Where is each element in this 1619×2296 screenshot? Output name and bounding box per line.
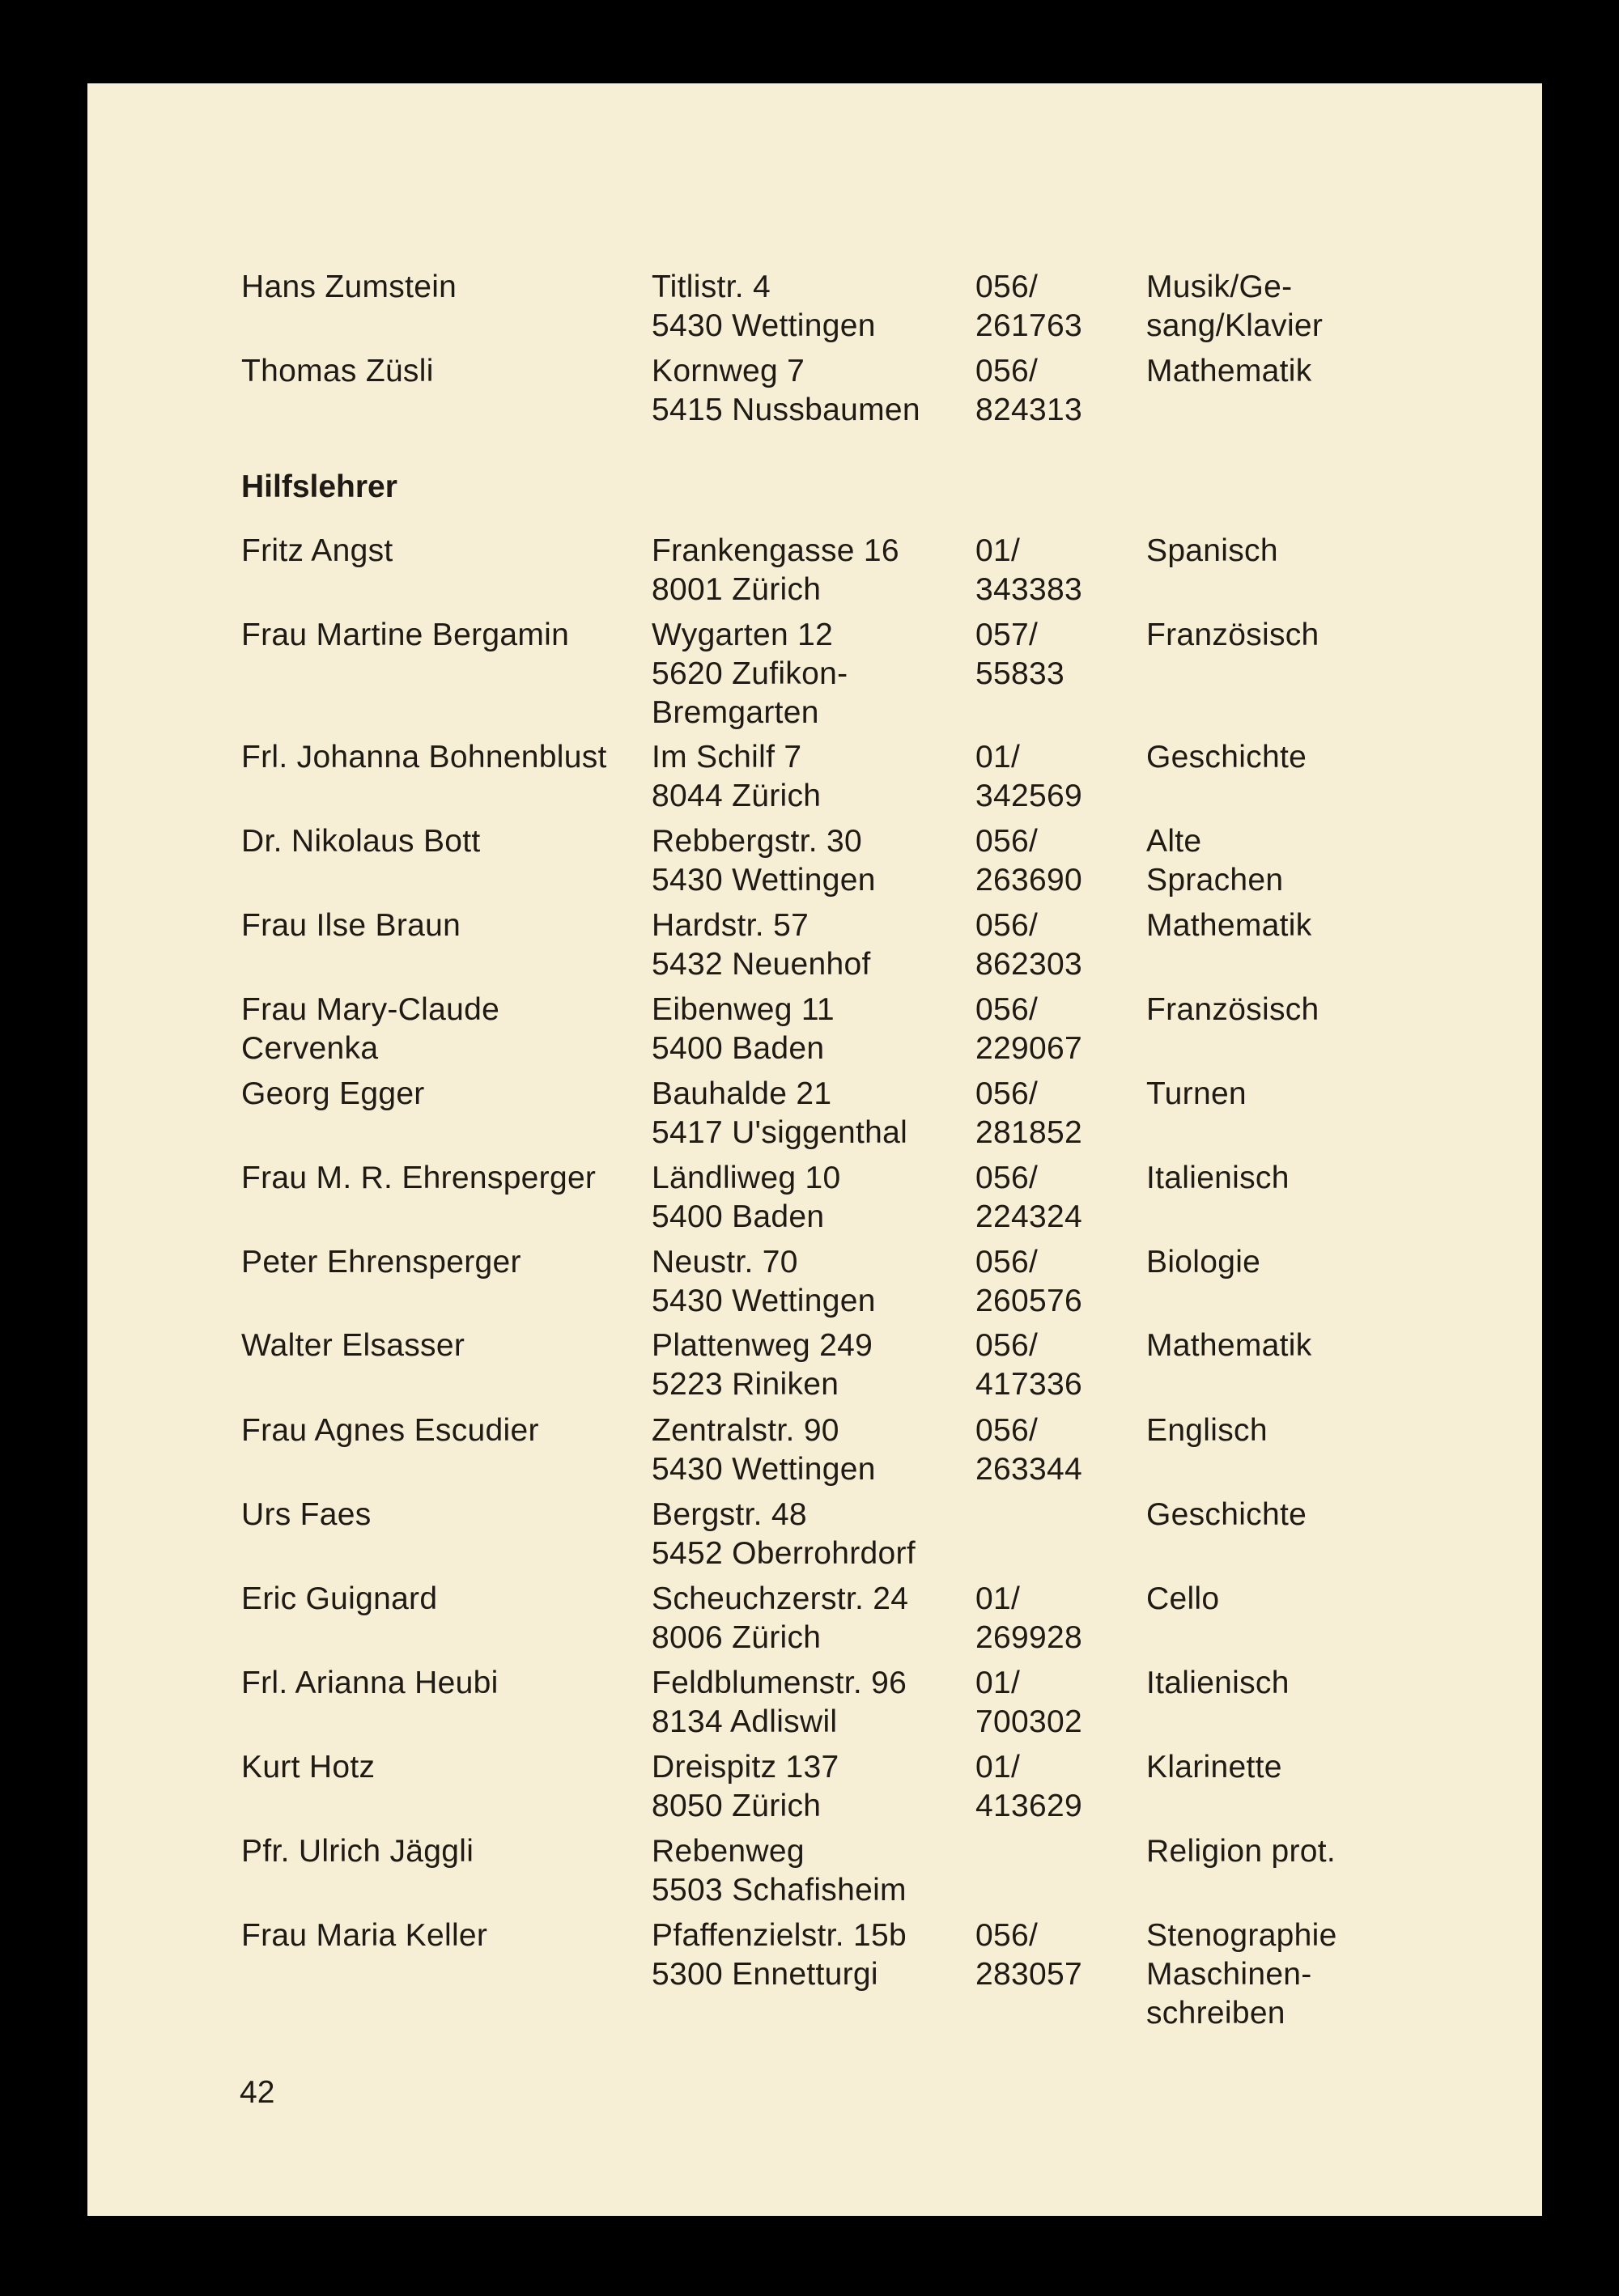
- entry-name: [241, 991, 646, 1068]
- entry-phone-line: 056/: [975, 824, 1039, 859]
- entry-phone-line: 056/: [975, 1076, 1039, 1111]
- entry-name-line: Urs Faes: [241, 1497, 372, 1532]
- entry-phone-line: 55833: [975, 656, 1064, 691]
- entry-phone-line: 862303: [975, 947, 1082, 982]
- entry-phone: [975, 1243, 1154, 1321]
- entry-phone-line: 056/: [975, 992, 1039, 1027]
- entry-phone-line: 01/: [975, 1581, 1021, 1616]
- entry-name: [241, 1664, 646, 1703]
- entry-subject-line: Maschinen-: [1146, 1957, 1312, 1992]
- entry-subject: [1146, 1326, 1535, 1365]
- entry-subject-line: Cello: [1146, 1581, 1220, 1616]
- entry-name-line: Frau Agnes Escudier: [241, 1413, 539, 1448]
- entry-address: [652, 532, 975, 609]
- entry-phone-line: 269928: [975, 1620, 1082, 1655]
- entry-subject-line: Biologie: [1146, 1245, 1261, 1280]
- entry-subject: [1146, 532, 1535, 571]
- entry-phone: [975, 1075, 1154, 1152]
- entry-name: [241, 1159, 646, 1198]
- entry-address-line: 8044 Zürich: [652, 779, 822, 813]
- entry-name-line: Eric Guignard: [241, 1581, 438, 1616]
- entry-address-line: 5452 Oberrohrdorf: [652, 1536, 916, 1571]
- entry-address-line: 5300 Ennetturgi: [652, 1957, 878, 1992]
- entry-address-line: Rebbergstr. 30: [652, 824, 863, 859]
- entry-name-line: Dr. Nikolaus Bott: [241, 824, 481, 859]
- entry-address-line: Ländliweg 10: [652, 1161, 841, 1195]
- entry-subject: [1146, 906, 1535, 945]
- entry-name-line: Kurt Hotz: [241, 1750, 376, 1785]
- entry-address-line: 5620 Zufikon-: [652, 656, 848, 691]
- entry-subject: [1146, 616, 1535, 655]
- entry-subject-line: Alte: [1146, 824, 1202, 859]
- entry-name-line: Thomas Züsli: [241, 354, 434, 388]
- entry-phone: [975, 1748, 1154, 1826]
- entry-address: [652, 906, 975, 984]
- entry-address-line: 5430 Wettingen: [652, 863, 876, 898]
- entry-address-line: 5503 Schafisheim: [652, 1873, 907, 1908]
- entry-address-line: Plattenweg 249: [652, 1328, 873, 1363]
- entry-name-line: Hans Zumstein: [241, 269, 457, 304]
- entry-subject: [1146, 738, 1535, 777]
- entry-address-line: 5415 Nussbaumen: [652, 393, 920, 427]
- entry-phone: [975, 352, 1154, 430]
- entry-address-line: 5400 Baden: [652, 1199, 825, 1234]
- entry-address-line: Kornweg 7: [652, 354, 805, 388]
- page-number: 42: [240, 2075, 275, 2110]
- entry-subject: [1146, 1243, 1535, 1282]
- entry-address-line: Bergstr. 48: [652, 1497, 807, 1532]
- entry-name-line: Walter Elsasser: [241, 1328, 465, 1363]
- entry-phone-line: 057/: [975, 618, 1039, 652]
- entry-phone-line: 01/: [975, 740, 1021, 775]
- entry-address-line: 5430 Wettingen: [652, 308, 876, 343]
- entry-name: [241, 268, 646, 307]
- entry-phone-line: 343383: [975, 572, 1082, 607]
- entry-phone: [975, 906, 1154, 984]
- entry-address-line: 5430 Wettingen: [652, 1284, 876, 1318]
- entry-name: [241, 1411, 646, 1450]
- entry-address-line: Frankengasse 16: [652, 533, 899, 568]
- entry-name: [241, 1580, 646, 1619]
- entry-address: [652, 1411, 975, 1489]
- entry-phone-line: 056/: [975, 1328, 1039, 1363]
- entry-subject-line: sang/Klavier: [1146, 308, 1324, 343]
- entry-address-line: Zentralstr. 90: [652, 1413, 839, 1448]
- entry-address: [652, 1580, 975, 1657]
- entry-name-line: Frau Maria Keller: [241, 1918, 488, 1953]
- entry-phone-line: 260576: [975, 1284, 1082, 1318]
- entry-name-line: Frl. Johanna Bohnenblust: [241, 740, 607, 775]
- entry-name: [241, 1832, 646, 1871]
- entry-name: [241, 822, 646, 861]
- entry-phone-line: 056/: [975, 1161, 1039, 1195]
- entry-address-line: Scheuchzerstr. 24: [652, 1581, 909, 1616]
- entry-address-line: 5400 Baden: [652, 1031, 825, 1066]
- entry-address-line: Bremgarten: [652, 695, 819, 730]
- entry-subject-line: schreiben: [1146, 1996, 1285, 2031]
- entry-name-line: Fritz Angst: [241, 533, 393, 568]
- entry-address: [652, 1664, 975, 1742]
- entry-phone-line: 229067: [975, 1031, 1082, 1066]
- entry-subject-line: Englisch: [1146, 1413, 1268, 1448]
- entry-subject-line: Geschichte: [1146, 1497, 1307, 1532]
- entry-address-line: Bauhalde 21: [652, 1076, 832, 1111]
- entry-phone: [975, 738, 1154, 816]
- entry-phone-line: 224324: [975, 1199, 1082, 1234]
- entry-phone-line: 01/: [975, 1666, 1021, 1700]
- entry-address-line: Pfaffenzielstr. 15b: [652, 1918, 907, 1953]
- entry-address: [652, 1748, 975, 1826]
- entry-phone-line: 413629: [975, 1789, 1082, 1823]
- entry-subject: [1146, 1748, 1535, 1787]
- entry-address: [652, 1075, 975, 1152]
- entry-subject-line: Französisch: [1146, 992, 1319, 1027]
- entry-subject-line: Mathematik: [1146, 908, 1312, 943]
- entry-address-line: Hardstr. 57: [652, 908, 810, 943]
- entry-address-line: Dreispitz 137: [652, 1750, 839, 1785]
- entry-phone-line: 01/: [975, 1750, 1021, 1785]
- entry-subject-line: Mathematik: [1146, 1328, 1312, 1363]
- entry-address-line: Rebenweg: [652, 1834, 805, 1869]
- entry-phone-line: 263344: [975, 1452, 1082, 1487]
- entry-address-line: 5430 Wettingen: [652, 1452, 876, 1487]
- entry-phone-line: 342569: [975, 779, 1082, 813]
- entry-phone: [975, 991, 1154, 1068]
- entry-address: [652, 1832, 975, 1910]
- entry-phone: [975, 1411, 1154, 1489]
- entry-address-line: 5417 U'siggenthal: [652, 1115, 908, 1150]
- entry-address: [652, 738, 975, 816]
- entry-subject: [1146, 822, 1535, 900]
- section-heading: Hilfslehrer: [241, 469, 397, 504]
- entry-subject-line: Mathematik: [1146, 354, 1312, 388]
- entry-name: [241, 352, 646, 391]
- document-page: [87, 83, 1542, 2216]
- entry-address: [652, 822, 975, 900]
- entry-subject-line: Italienisch: [1146, 1666, 1290, 1700]
- entry-subject-line: Turnen: [1146, 1076, 1247, 1111]
- entry-name-line: Frau Ilse Braun: [241, 908, 461, 943]
- entry-subject: [1146, 1411, 1535, 1450]
- entry-address: [652, 1496, 975, 1573]
- entry-name: [241, 906, 646, 945]
- entry-subject-line: Geschichte: [1146, 740, 1307, 775]
- entry-address: [652, 1916, 975, 1994]
- entry-name-line: Peter Ehrensperger: [241, 1245, 521, 1280]
- entry-subject: [1146, 1580, 1535, 1619]
- entry-subject: [1146, 268, 1535, 346]
- entry-address: [652, 1243, 975, 1321]
- entry-name-line: Cervenka: [241, 1031, 379, 1066]
- entry-subject: [1146, 1159, 1535, 1198]
- entry-subject-line: Französisch: [1146, 618, 1319, 652]
- entry-name-line: Georg Egger: [241, 1076, 425, 1111]
- entry-name: [241, 1326, 646, 1365]
- entry-name: [241, 1075, 646, 1114]
- entry-phone: [975, 1916, 1154, 1994]
- entry-subject-line: Sprachen: [1146, 863, 1284, 898]
- entry-name-line: Frau M. R. Ehrensperger: [241, 1161, 597, 1195]
- entry-address-line: Wygarten 12: [652, 618, 834, 652]
- entry-phone-line: 281852: [975, 1115, 1082, 1150]
- entry-phone: [975, 532, 1154, 609]
- entry-address: [652, 616, 975, 732]
- entry-address-line: 8006 Zürich: [652, 1620, 822, 1655]
- entry-address-line: Im Schilf 7: [652, 740, 802, 775]
- entry-address: [652, 352, 975, 430]
- entry-address-line: Neustr. 70: [652, 1245, 798, 1280]
- entry-subject: [1146, 1496, 1535, 1534]
- entry-subject-line: Spanisch: [1146, 533, 1278, 568]
- entry-subject-line: Stenographie: [1146, 1918, 1337, 1953]
- entry-phone-line: 263690: [975, 863, 1082, 898]
- entry-phone: [975, 822, 1154, 900]
- entry-subject-line: Italienisch: [1146, 1161, 1290, 1195]
- entry-subject: [1146, 1075, 1535, 1114]
- entry-name-line: Pfr. Ulrich Jäggli: [241, 1834, 474, 1869]
- entry-phone-line: 700302: [975, 1704, 1082, 1739]
- entry-phone-line: 056/: [975, 354, 1039, 388]
- entry-address-line: 5223 Riniken: [652, 1367, 839, 1402]
- entry-address-line: 5432 Neuenhof: [652, 947, 871, 982]
- entry-address: [652, 991, 975, 1068]
- entry-address-line: 8134 Adliswil: [652, 1704, 838, 1739]
- entry-subject-line: Religion prot.: [1146, 1834, 1336, 1869]
- entry-address: [652, 268, 975, 346]
- entry-phone: [975, 1159, 1154, 1237]
- entry-subject: [1146, 1664, 1535, 1703]
- entry-phone-line: 056/: [975, 1245, 1039, 1280]
- entry-phone-line: 824313: [975, 393, 1082, 427]
- entry-phone-line: 283057: [975, 1957, 1082, 1992]
- entry-name-line: Frau Martine Bergamin: [241, 618, 570, 652]
- entry-address: [652, 1159, 975, 1237]
- entry-address: [652, 1326, 975, 1404]
- entry-phone-line: 056/: [975, 269, 1039, 304]
- entry-phone-line: 417336: [975, 1367, 1082, 1402]
- entry-phone: [975, 268, 1154, 346]
- entry-address-line: Eibenweg 11: [652, 992, 835, 1027]
- entry-subject-line: Klarinette: [1146, 1750, 1282, 1785]
- entry-name: [241, 1748, 646, 1787]
- entry-phone-line: 056/: [975, 1413, 1039, 1448]
- entry-address-line: Titlistr. 4: [652, 269, 771, 304]
- entry-subject: [1146, 352, 1535, 391]
- entry-address-line: Feldblumenstr. 96: [652, 1666, 907, 1700]
- entry-name: [241, 1243, 646, 1282]
- entry-name: [241, 1916, 646, 1955]
- entry-name: [241, 1496, 646, 1534]
- entry-address-line: 8001 Zürich: [652, 572, 822, 607]
- entry-phone: [975, 1580, 1154, 1657]
- entry-subject: [1146, 991, 1535, 1029]
- entry-name: [241, 738, 646, 777]
- entry-phone: [975, 1326, 1154, 1404]
- entry-address-line: 8050 Zürich: [652, 1789, 822, 1823]
- entry-phone: [975, 616, 1154, 694]
- entry-phone-line: 261763: [975, 308, 1082, 343]
- entry-subject-line: Musik/Ge-: [1146, 269, 1293, 304]
- entry-name-line: Frl. Arianna Heubi: [241, 1666, 499, 1700]
- entry-name-line: Frau Mary-Claude: [241, 992, 500, 1027]
- entry-phone-line: 056/: [975, 908, 1039, 943]
- entry-phone-line: 056/: [975, 1918, 1039, 1953]
- entry-name: [241, 616, 646, 655]
- entry-phone-line: 01/: [975, 533, 1021, 568]
- entry-name: [241, 532, 646, 571]
- entry-subject: [1146, 1916, 1535, 2033]
- entry-phone: [975, 1664, 1154, 1742]
- entry-subject: [1146, 1832, 1535, 1871]
